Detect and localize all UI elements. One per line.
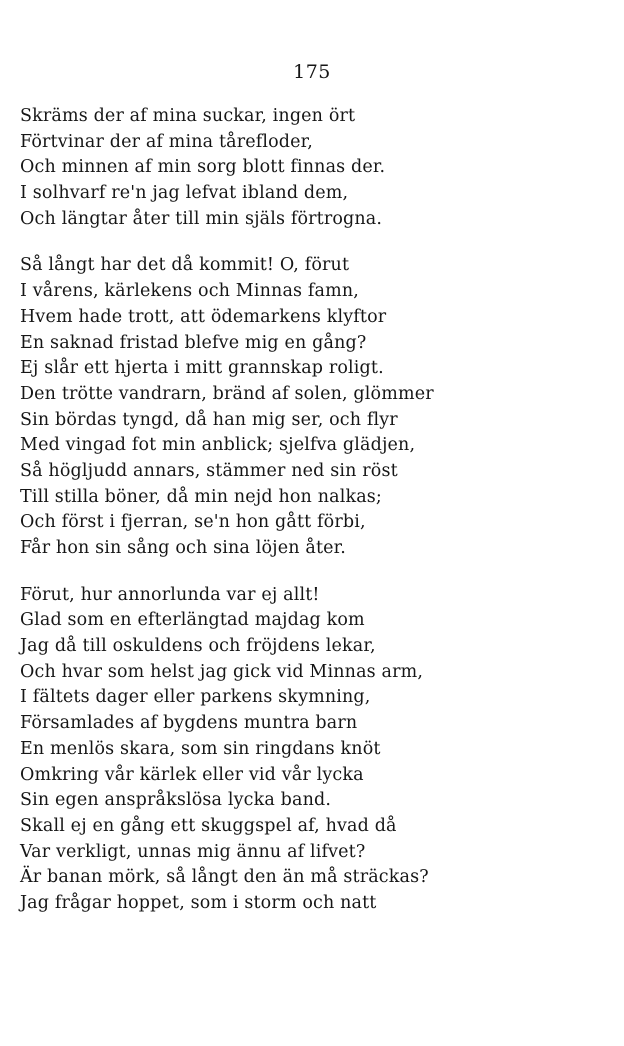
verse-line: Hvem hade trott, att ödemarkens klyftor [20, 306, 387, 327]
stanza-2 [20, 253, 460, 561]
verse-line: Jag frågar hoppet, som i storm och natt [20, 892, 377, 913]
verse-line: Till stilla böner, då min nejd hon nalkas; [20, 486, 382, 507]
verse-line: Så långt har det då kommit! O, förut [20, 255, 350, 276]
verse-line: Med vingad fot min anblick; sjelfva glädjen, [20, 435, 416, 456]
verse-line: I solhvarf re'n jag lefvat ibland dem, [20, 183, 349, 204]
verse-line: Glad som en efterlängtad majdag kom [20, 610, 365, 631]
verse-line: En saknad fristad blefve mig en gång? [20, 332, 367, 353]
verse-line: Förtvinar der af mina tårefloder, [20, 131, 313, 152]
verse-line: Jag då till oskuldens och fröjdens lekar, [20, 636, 376, 657]
verse-line: Skräms der af mina suckar, ingen ört [20, 106, 356, 126]
verse-line: Var verkligt, unnas mig ännu af lifvet? [20, 841, 366, 862]
verse-line: Sin egen anspråkslösa lycka band. [20, 790, 332, 811]
verse-line: I fältets dager eller parkens skymning, [20, 687, 371, 708]
verse-line: Ej slår ett hjerta i mitt grannskap roligt. [20, 358, 384, 379]
page-number: 175 [293, 61, 331, 83]
verse-line: Och längtar åter till min själs förtrogna. [20, 208, 383, 229]
verse-line: Församlades af bygdens muntra barn [20, 713, 358, 734]
verse-line: Sin bördas tyngd, då han mig ser, och flyr [20, 409, 398, 430]
verse-line: Skall ej en gång ett skuggspel af, hvad då [20, 815, 397, 836]
verse-line: Så högljudd annars, stämmer ned sin röst [20, 460, 398, 481]
verse-line: I vårens, kärlekens och Minnas famn, [20, 281, 359, 302]
verse-line: Förut, hur annorlunda var ej allt! [20, 584, 320, 605]
verse-line: Den trötte vandrarn, bränd af solen, glömmer [20, 383, 434, 404]
stanza-3 [20, 583, 460, 917]
verse-line: Får hon sin sång och sina löjen åter. [20, 538, 346, 558]
stanza-1 [20, 104, 460, 232]
verse-line: Och först i fjerran, se'n hon gått förbi, [20, 512, 366, 533]
verse-line: En menlös skara, som sin ringdans knöt [20, 738, 381, 759]
poem-text [20, 104, 460, 917]
verse-line: Är banan mörk, så långt den än må sträckas? [20, 867, 429, 888]
verse-line: Och hvar som helst jag gick vid Minnas arm, [20, 661, 424, 682]
verse-line: Och minnen af min sorg blott finnas der. [20, 157, 386, 178]
verse-line: Omkring vår kärlek eller vid vår lycka [20, 764, 364, 785]
